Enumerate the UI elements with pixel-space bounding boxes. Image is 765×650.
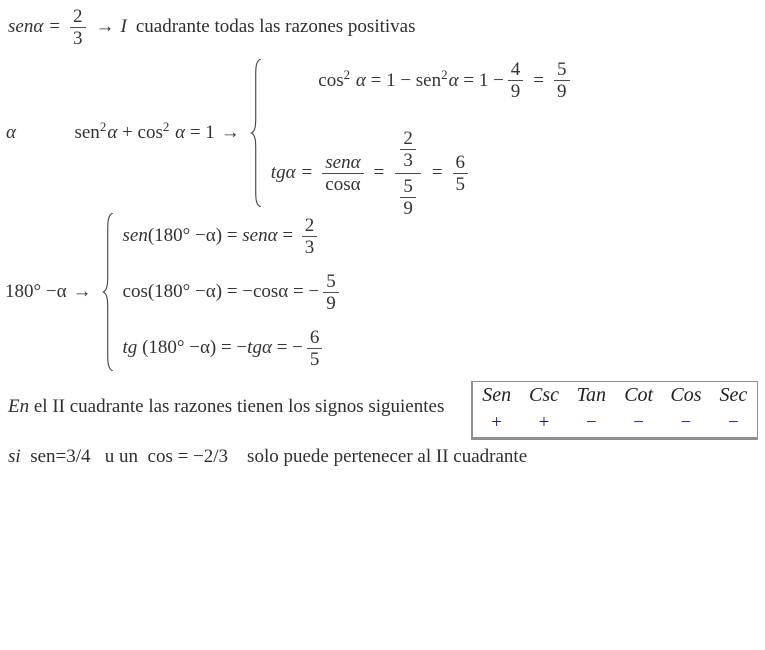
equals-sign: = [49, 16, 61, 37]
denominator: 3 [400, 149, 416, 171]
denominator: 9 [554, 80, 570, 102]
fraction-2-3 [70, 6, 86, 49]
line1-text: cuadrante todas las razones positivas [135, 16, 416, 37]
fraction-6-5 [453, 152, 469, 195]
fraction-2-3 [302, 215, 318, 258]
numerator: 2 [304, 214, 315, 236]
cos-fn: cos [318, 69, 344, 91]
denominator: 3 [70, 27, 86, 49]
pythagorean-identity-block [6, 58, 574, 219]
tangent-row [271, 128, 574, 219]
fraction-5-9 [400, 176, 416, 219]
cos-squared-row [271, 48, 574, 114]
quadrant-numeral: I [120, 16, 127, 37]
table-header-row [473, 382, 757, 410]
sin-supplement-row [123, 215, 343, 258]
tg-alpha-term: tgα [270, 162, 296, 183]
table-sign-row [473, 410, 757, 438]
fraction-5-9 [323, 271, 339, 314]
fraction-2-3 [400, 128, 416, 171]
tg-fn: tg [122, 337, 138, 358]
table-sign-cell: + [538, 412, 550, 434]
equation-tail: = 1 − [458, 69, 504, 91]
cos-fn: cos [137, 122, 163, 143]
denominator: cosα [322, 173, 363, 195]
sen-alpha-term: senα [242, 225, 278, 246]
table-sign-cell: − [585, 412, 597, 434]
equals-sign: = [431, 162, 443, 183]
curly-brace-icon [249, 59, 262, 207]
numerator: 5 [403, 175, 413, 197]
numerator: 6 [309, 326, 320, 348]
conclusion-line [8, 446, 527, 468]
numerator: 2 [403, 127, 413, 149]
identity-formula [46, 100, 215, 166]
numerator: 6 [455, 151, 466, 173]
numerator: senα [325, 151, 361, 173]
denominator: 5 [307, 348, 323, 370]
curly-brace-icon [101, 213, 114, 371]
table-sign-cell: + [491, 412, 503, 434]
fraction-5-9 [554, 59, 570, 102]
equals-sign: = [301, 162, 313, 183]
supplementary-angle-block [5, 212, 343, 372]
table-sign-cell: − [680, 412, 692, 434]
plus-sign: + [117, 122, 138, 143]
table-header-sec: Sec [719, 384, 748, 407]
alpha-symbol: α [6, 122, 16, 143]
exponent-2: 2 [162, 119, 170, 134]
alpha-symbol: α [351, 69, 366, 91]
sen-fn: sen [74, 122, 100, 143]
table-header-tan: Tan [576, 384, 606, 407]
cos-supplement-row [123, 271, 343, 314]
table-header-sen: Sen [482, 384, 512, 407]
alpha-symbol: α [107, 122, 118, 143]
denominator: 9 [323, 292, 339, 314]
fraction-4-9 [508, 59, 524, 102]
cos-equation-text: cos(180° −α) = −cosα = − [122, 281, 320, 302]
numerator: 4 [510, 59, 521, 80]
equation-line-1 [8, 5, 416, 49]
statement-text: el II cuadrante las razones tienen los signos siguientes [29, 396, 445, 417]
sen-fn: sen [122, 225, 148, 246]
numerator: 5 [557, 59, 567, 80]
supplement-results [123, 215, 343, 370]
table-header-cos: Cos [670, 384, 702, 407]
right-arrow-icon: → [72, 281, 92, 302]
identity-results [271, 48, 574, 219]
table-header-csc: Csc [528, 384, 559, 407]
nested-fraction [395, 128, 421, 219]
table-header-cot: Cot [624, 384, 654, 407]
nested-numerator [395, 128, 421, 173]
statement-line [8, 396, 444, 418]
nested-denominator [395, 173, 421, 219]
equation-mid: (180° −α) = [147, 225, 243, 246]
alpha-symbol: α [448, 69, 459, 91]
right-arrow-icon: → [220, 122, 240, 143]
exponent-2: 2 [343, 66, 351, 82]
tan-supplement-row [123, 327, 343, 370]
denominator: 5 [453, 173, 469, 195]
denominator: 3 [302, 236, 318, 258]
sen-alpha-term: senα [8, 16, 44, 37]
equals-sign: = − [271, 337, 303, 358]
sign-table [471, 381, 758, 440]
equals-sign: = [373, 162, 385, 183]
fraction-6-5 [307, 327, 323, 370]
equation-mid: = 1 − sen [365, 69, 442, 91]
denominator: 9 [508, 80, 524, 102]
denominator: 9 [400, 197, 416, 219]
alpha-symbol: α [170, 122, 186, 143]
conclusion-text: sen=3/4 u un cos = −2/3 solo puede pertenecer al II cuadrante [20, 446, 528, 467]
exponent-2: 2 [99, 119, 107, 134]
numerator: 2 [73, 5, 83, 27]
equals-sign: = [533, 69, 545, 91]
sen-cos-ratio-fraction [322, 152, 363, 195]
numerator: 5 [326, 270, 336, 292]
exponent-2: 2 [441, 66, 448, 82]
equation-mid: (180° −α) = − [137, 337, 248, 358]
statement-lead-italic: En [8, 396, 30, 417]
conclusion-lead-italic: si [8, 446, 21, 467]
right-arrow-icon: → [95, 16, 115, 37]
table-sign-cell: − [633, 412, 645, 434]
cos-squared-expression [271, 48, 504, 114]
tg-alpha-term: tgα [247, 337, 272, 358]
supplement-lead: 180° −α [5, 281, 67, 302]
equals-one: = 1 [185, 122, 215, 143]
table-sign-cell: − [727, 412, 739, 434]
equals-sign: = [277, 225, 298, 246]
